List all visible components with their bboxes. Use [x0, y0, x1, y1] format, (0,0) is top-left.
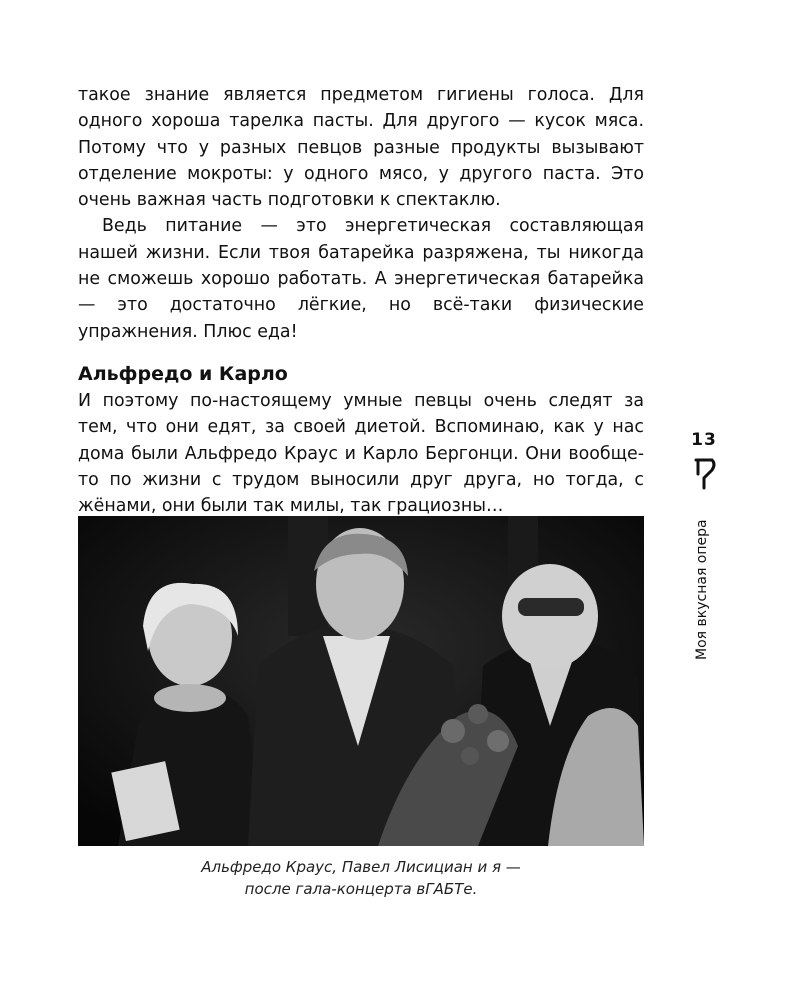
body-text	[78, 82, 644, 572]
photo	[78, 516, 644, 846]
caption-line-2: после гала-концерта вГАБТе.	[244, 880, 478, 898]
photo-illustration	[78, 516, 644, 846]
page-margin-column	[686, 430, 722, 660]
section-heading: Альфредо и Карло	[78, 362, 288, 385]
page-number: 13	[691, 430, 717, 450]
running-title: Моя вкусная опера	[694, 519, 710, 660]
publisher-logo-icon	[690, 456, 718, 490]
paragraph-3: И поэтому по-настоящему умные певцы очень следят за тем, что они едят, за своей диетой. Вспоминаю, как у нас дома были Альфредо Краус и Карло Бергонци. Они вообще-то по жизни с трудом выносили друг друга, но тогда, с жёнами, они были так милы, так грациозны…	[78, 390, 644, 517]
photo-caption	[78, 856, 644, 900]
paragraph-1: такое знание является предметом гигиены голоса. Для одного хороша тарелка пасты. Для другого — кусок мяса. Потому что у разных певцов разные продукты вызывают отделение мокроты: у одного мясо, у другого паста. Это очень важная часть подготовки к спектаклю.	[78, 85, 644, 211]
paragraph-2: Ведь питание — это энергетическая составляющая нашей жизни. Если твоя батарейка разряжена, ты никогда не сможешь хорошо работать. А энергетическая батарейка — это достаточно лёгкие, но всё-таки физические упражнения. Плюс еда!	[78, 216, 644, 342]
caption-line-1: Альфредо Краус, Павел Лисициан и я —	[201, 858, 521, 876]
